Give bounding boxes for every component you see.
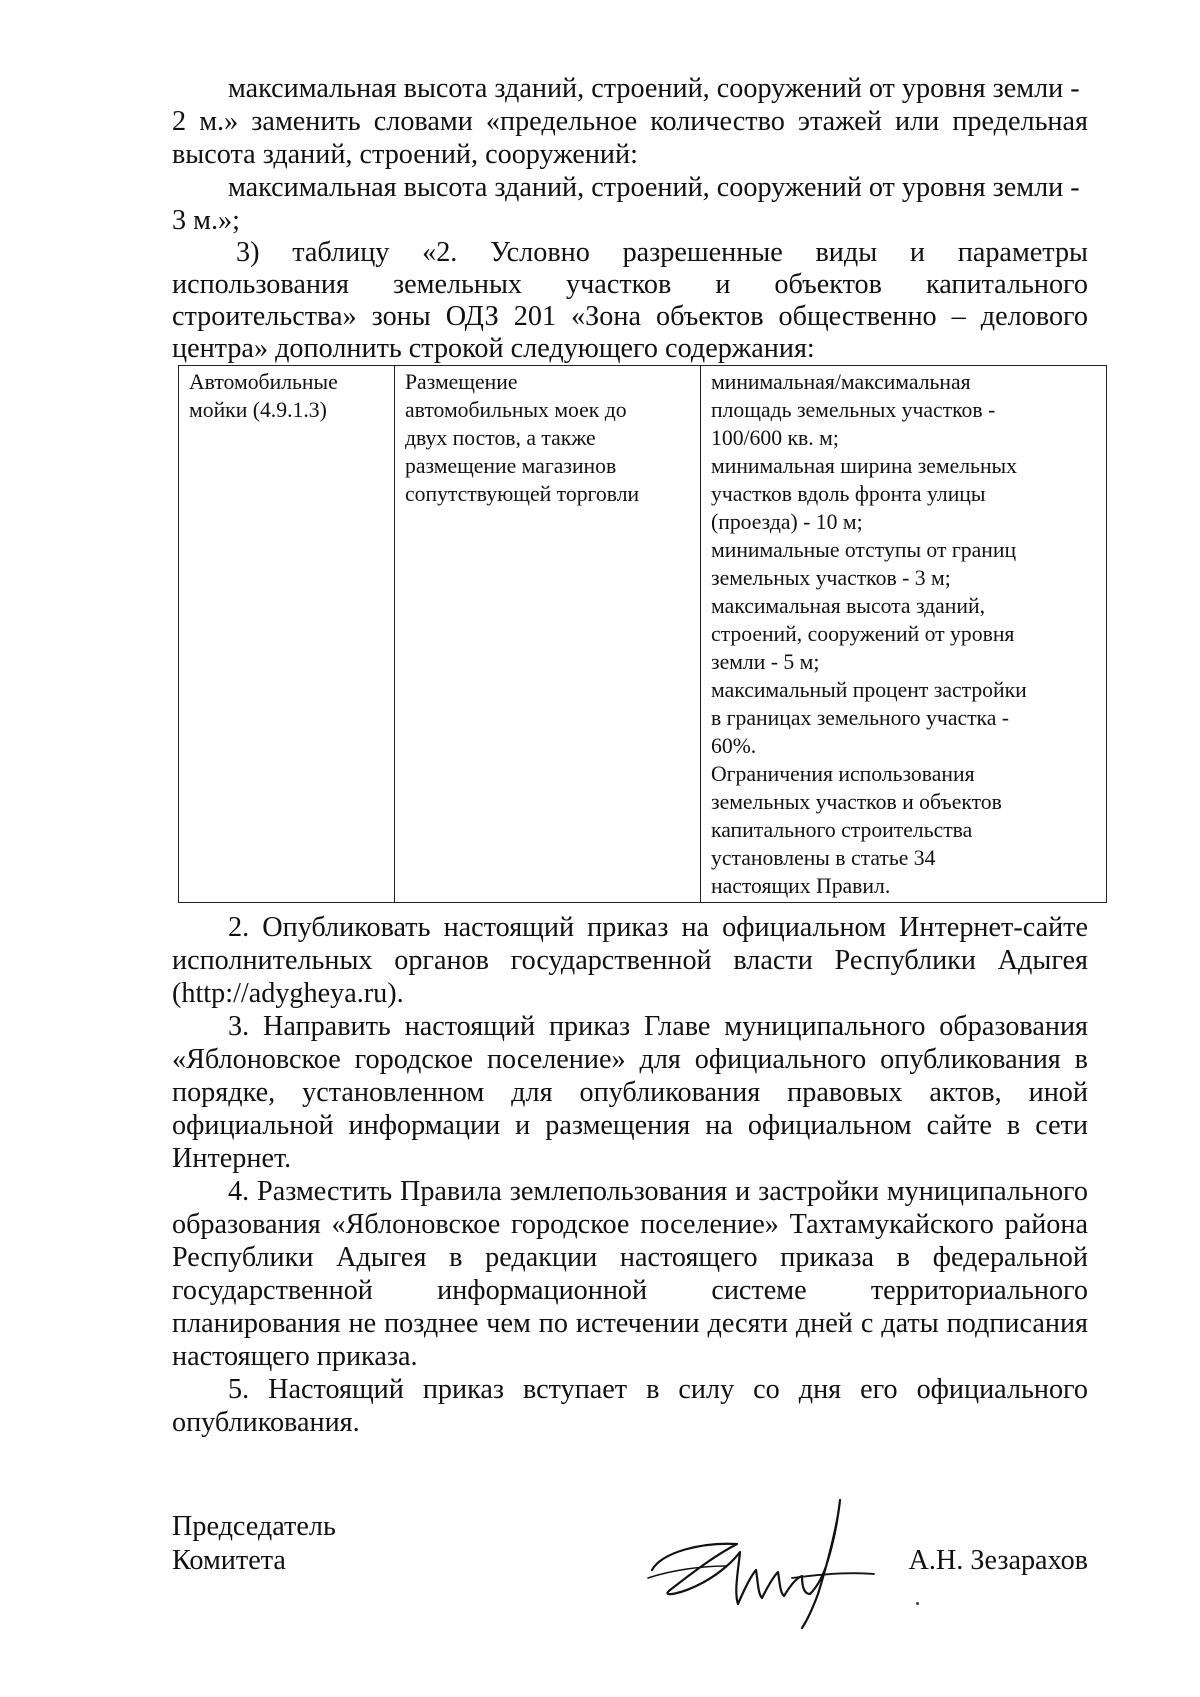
cell-line: участков вдоль фронта улицы	[711, 482, 986, 506]
cell-line: Автомобильные	[189, 370, 338, 394]
paragraph-table-amendment: 3) таблицу «2. Условно разрешенные виды и параметры использования земельных участков и объектов капитального строительства» зоны ОДЗ 201 «Зона объектов общественно – делового центра» дополнить строкой следующего содержания:	[172, 237, 1088, 364]
cell-line: установлены в статье 34	[711, 846, 936, 870]
paragraph-item-2-publish: 2. Опубликовать настоящий приказ на официальном Интернет-сайте исполнительных органов государственной власти Республики Адыгея (http://adygheya.ru).	[172, 912, 1088, 1009]
cell-line: минимальная ширина земельных	[711, 454, 1017, 478]
cell-line: земельных участков - 3 м;	[711, 566, 951, 590]
signatory-position	[172, 1510, 336, 1578]
cell-line: строений, сооружений от уровня	[711, 622, 1015, 646]
paragraph-item-3-send: 3. Направить настоящий приказ Главе муниципального образования «Яблоновское городское поселение» для официального опубликования в порядке, установленном для опубликования правовых актов, иной официальной информации и размещения на официальном сайте в сети Интернет.	[172, 1011, 1088, 1174]
cell-line: (проезда) - 10 м;	[711, 510, 863, 534]
cell-line: площадь земельных участков -	[711, 398, 996, 422]
handwritten-signature	[642, 1482, 892, 1632]
paragraph-height-limit-2m-first-line: максимальная высота зданий, строений, сооружений от уровня земли -	[228, 73, 1080, 104]
cell-line: мойки (4.9.1.3)	[189, 398, 327, 422]
cell-line: минимальная/максимальная	[711, 370, 971, 394]
cell-line: земли - 5 м;	[711, 650, 820, 674]
conditional-use-table	[178, 365, 1107, 903]
table-row	[179, 366, 1107, 903]
ink-dot	[916, 1602, 919, 1605]
cell-line: размещение магазинов	[405, 454, 617, 478]
cell-line: максимальная высота зданий,	[711, 594, 986, 618]
paragraph-height-limit-2m-rest: 2 м.» заменить словами «предельное количество этажей или предельная высота зданий, строений, сооружений:	[172, 106, 1088, 170]
cell-line: Размещение	[405, 370, 518, 394]
signatory-name: А.Н. Зезарахов	[908, 1545, 1088, 1576]
table-cell-description	[395, 366, 701, 903]
cell-line: Ограничения использования	[711, 762, 975, 786]
cell-line: 60%.	[711, 734, 757, 758]
position-line: Комитета	[172, 1545, 286, 1576]
document-body	[172, 72, 1088, 1439]
table-cell-use-type	[179, 366, 395, 903]
cell-line: максимальный процент застройки	[711, 678, 1027, 702]
cell-line: 100/600 кв. м;	[711, 426, 839, 450]
cell-line: земельных участков и объектов	[711, 790, 1002, 814]
cell-line: капитального строительства	[711, 818, 973, 842]
position-line: Председатель	[172, 1511, 336, 1542]
cell-line: сопутствующей торговли	[405, 482, 640, 506]
table-cell-parameters	[701, 366, 1107, 903]
paragraph-item-5-effective: 5. Настоящий приказ вступает в силу со дня его официального опубликования.	[172, 1374, 1088, 1438]
signature-block	[172, 1510, 1088, 1630]
paragraph-height-limit-3m-first-line: максимальная высота зданий, строений, сооружений от уровня земли -	[228, 172, 1080, 203]
paragraph-item-4-place: 4. Разместить Правила землепользования и застройки муниципального образования «Яблоновское городское поселение» Тахтамукайского района Республики Адыгея в редакции настоящего приказа в федеральной государственной информационной системе территориального планирования не позднее чем по истечении десяти дней с даты подписания настоящего приказа.	[172, 1176, 1088, 1372]
cell-line: минимальные отступы от границ	[711, 538, 1017, 562]
paragraph-height-limit-3m-rest: 3 м.»;	[172, 205, 240, 236]
cell-line: настоящих Правил.	[711, 874, 891, 898]
cell-line: автомобильных моек до	[405, 398, 627, 422]
cell-line: двух постов, а также	[405, 426, 596, 450]
cell-line: в границах земельного участка -	[711, 706, 1010, 730]
